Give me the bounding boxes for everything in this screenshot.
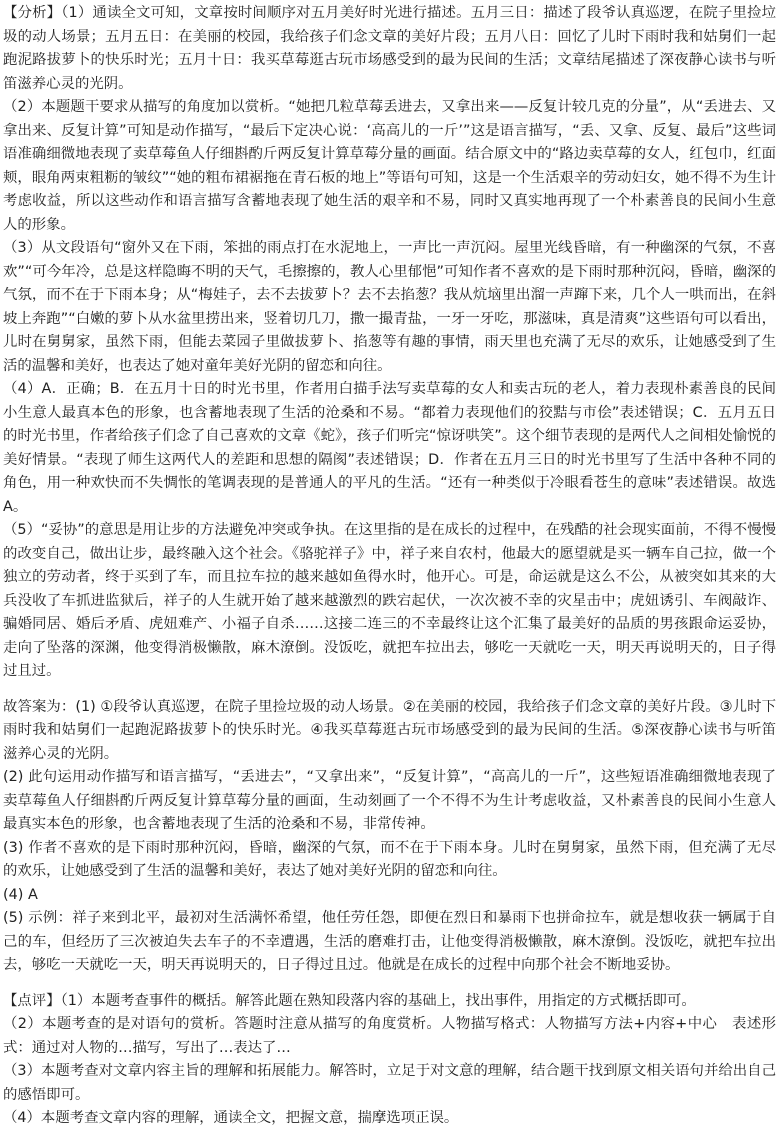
analysis-paragraph-1: 【分析】（1）通读全文可知，文章按时间顺序对五月美好时光进行描述。五月三日：描述了段爷认真巡逻，在院子里捡垃圾的动人场景；五月五日：在美丽的校园，我给孩子们念文章的美好片段；五月八日：回忆了儿时下雨时我和姑舅们一起跑泥路拔萝卜的快乐时光；五月十日：我买草莓逛古玩市场感受到的最为民间的生活；文章结尾描述了深夜静心读书与听笛滋养心灵的光阴。 [3, 5, 776, 92]
comment-paragraph-1: 【点评】（1）本题考查事件的概括。解答此题在熟知段落内容的基础上，找出事件，用指定的方式概括即可。 [3, 992, 696, 1009]
comment-section [3, 990, 776, 1131]
section-spacer [3, 684, 776, 696]
answer-section [3, 696, 776, 978]
answer-paragraph-3: (3) 作者不喜欢的是下雨时那种沉闷，昏暗，幽深的气氛，而不在于下雨本身。儿时在舅舅家，虽然下雨，但充满了无尽的欢乐，让她感受到了生活的温馨和美好，表达了她对美好光阴的留恋和向往。 [3, 839, 776, 879]
answer-paragraph-5: (5) 示例：祥子来到北平，最初对生活满怀希望，他任劳任怨，即便在烈日和暴雨下也拼命拉车，就是想收获一辆属于自己的车，但经历了三次被迫失去车子的不幸遭遇，生活的磨难打击，让他变得消极懒散，麻木潦倒。没饭吃，就把车拉出去，够吃一天就吃一天，明天再说明天的，日子得过且过。他就是在成长的过程中向那个社会不断地妥协。 [3, 910, 776, 973]
comment-paragraph-4: （4）本题考查文章内容的理解，通读全文，把握文意，揣摩选项正误。 [3, 1110, 459, 1126]
comment-paragraph-2: （2）本题考查的是对语句的赏析。答题时注意从描写的角度赏析。人物描写格式：人物描写方法+内容+中心 表述形式：通过对人物的…描写，写出了…表达了… [3, 1016, 776, 1056]
comment-paragraph-3: （3）本题考查对文章内容主旨的理解和拓展能力。解答时，立足于对文意的理解，结合题干找到原文相关语句并给出自己的感悟即可。 [3, 1063, 776, 1103]
answer-paragraph-2: (2) 此句运用动作描写和语言描写，“丢进去”，“又拿出来”，“反复计算”，“高高儿的一斤”，这些短语准确细微地表现了卖草莓鱼人仔细斟酌斤两反复计算草莓分量的画面，生动刻画了一个不得不为生计考虑收益，又朴素善良的民间小生意人最真实本色的形象，也含蓄地表现了生活的沧桑和不易，非常传神。 [3, 769, 776, 832]
answer-paragraph-1: 故答案为：(1) ①段爷认真巡逻，在院子里捡垃圾的动人场景。②在美丽的校园，我给孩子们念文章的美好片段。③儿时下雨时我和姑舅们一起跑泥路拔萝卜的快乐时光。④我买草莓逛古玩市场感受到的最为民间的生活。⑤深夜静心读书与听笛滋养心灵的光阴。 [3, 698, 776, 762]
analysis-paragraph-5: （5）“妥协”的意思是用让步的方法避免冲突或争执。在这里指的是在成长的过程中，在残酷的社会现实面前，不得不慢慢的改变自己，做出让步，最终融入这个社会。《骆驼祥子》中，祥子来自农村，他最大的愿望就是买一辆车自己拉，做一个独立的劳动者，终于买到了车，而且拉车拉的越来越如鱼得水时，他开心。可是，命运就是这么不公，从被突如其来的大兵没收了车抓进监狱后，祥子的人生就开始了越来越激烈的跌宕起伏，一次次被不幸的灾星击中；虎妞诱引、车阀敲诈、骗婚同居、婚后矛盾、虎妞难产、小福子自杀……这接二连三的不幸最终让这个汇集了最美好的品质的男孩跟命运妥协，走向了坠落的深渊，他变得消极懒散，麻木潦倒。没饭吃，就把车拉出去，够吃一天就吃一天，明天再说明天的，日子得过且过。 [3, 522, 776, 679]
analysis-paragraph-3: （3）从文段语句“窗外又在下雨，笨拙的雨点打在水泥地上，一声比一声沉闷。屋里光线昏暗，有一种幽深的气氛，不喜欢”“可今年冷，总是这样隐晦不明的天气，毛擦擦的，教人心里郁悒”可知作者不喜欢的是下雨时那种沉闷，昏暗，幽深的气氛，而不在于下雨本身；从“梅娃子，去不去拔萝卜？去不去掐葱？我从炕垴里出溜一声蹿下来，几个人一哄而出，在斜坡上奔跑”“白嫩的萝卜从水盆里捞出来，竖着切几刀，撒一撮青盐，一牙一牙吃，那滋味，真是清爽”这些语句可以看出，儿时在舅舅家，虽然下雨，但能去菜园子里做拔萝卜、掐葱等有趣的事情，雨天里也充满了无尽的欢乐，让她感受到了生活的温馨和美好，也表达了她对童年美好光阴的留恋和向往。 [3, 240, 776, 374]
analysis-paragraph-2: （2）本题题干要求从描写的角度加以赏析。“她把几粒草莓丢进去，又拿出来——反复计较几克的分量”，从“丢进去、又拿出来、反复计算”可知是动作描写，“最后下定决心说：‘高高儿的一斤’”这是语言描写，“丢、又拿、反复、最后”这些词语准确细微地表现了卖草莓鱼人仔细斟酌斤两反复计算草莓分量的画面。结合原文中的“路边卖草莓的女人，红包巾，红面颊，眼角两束粗粝的皱纹”“她的粗布裙裾拖在青石板的地上”等语句可知，这是一个生活艰辛的劳动妇女，她不得不为生计考虑收益，所以这些动作和语言描写含蓄地表现了她生活的艰辛和不易，同时又真实地再现了一个朴素善良的民间小生意人的形象。 [3, 99, 776, 233]
section-spacer [3, 978, 776, 990]
answer-paragraph-4: (4) A [3, 886, 38, 903]
analysis-section [3, 2, 776, 684]
analysis-paragraph-4: （4）A．正确；B．在五月十日的时光书里，作者用白描手法写卖草莓的女人和卖古玩的老人，着力表现朴素善良的民间小生意人最真本色的形象，也含蓄地表现了生活的沧桑和不易。“都着力表现他们的狡黠与市侩”表述错误；C．五月五日的时光书里，作者给孩子们念了自己喜欢的文章《蛇》，孩子们听完“惊讶哄笑”。这个细节表现的是两代人之间相处愉悦的美好情景。“表现了师生这两代人的差距和思想的隔阂”表述错误；D．作者在五月三日的时光书里写了生活中各种不同的角色，用一种欢快而不失惆怅的笔调表现的是普通人的平凡的生活。“还有一种类似于冷眼看苍生的意味”表述错误。故选A。 [3, 381, 776, 515]
